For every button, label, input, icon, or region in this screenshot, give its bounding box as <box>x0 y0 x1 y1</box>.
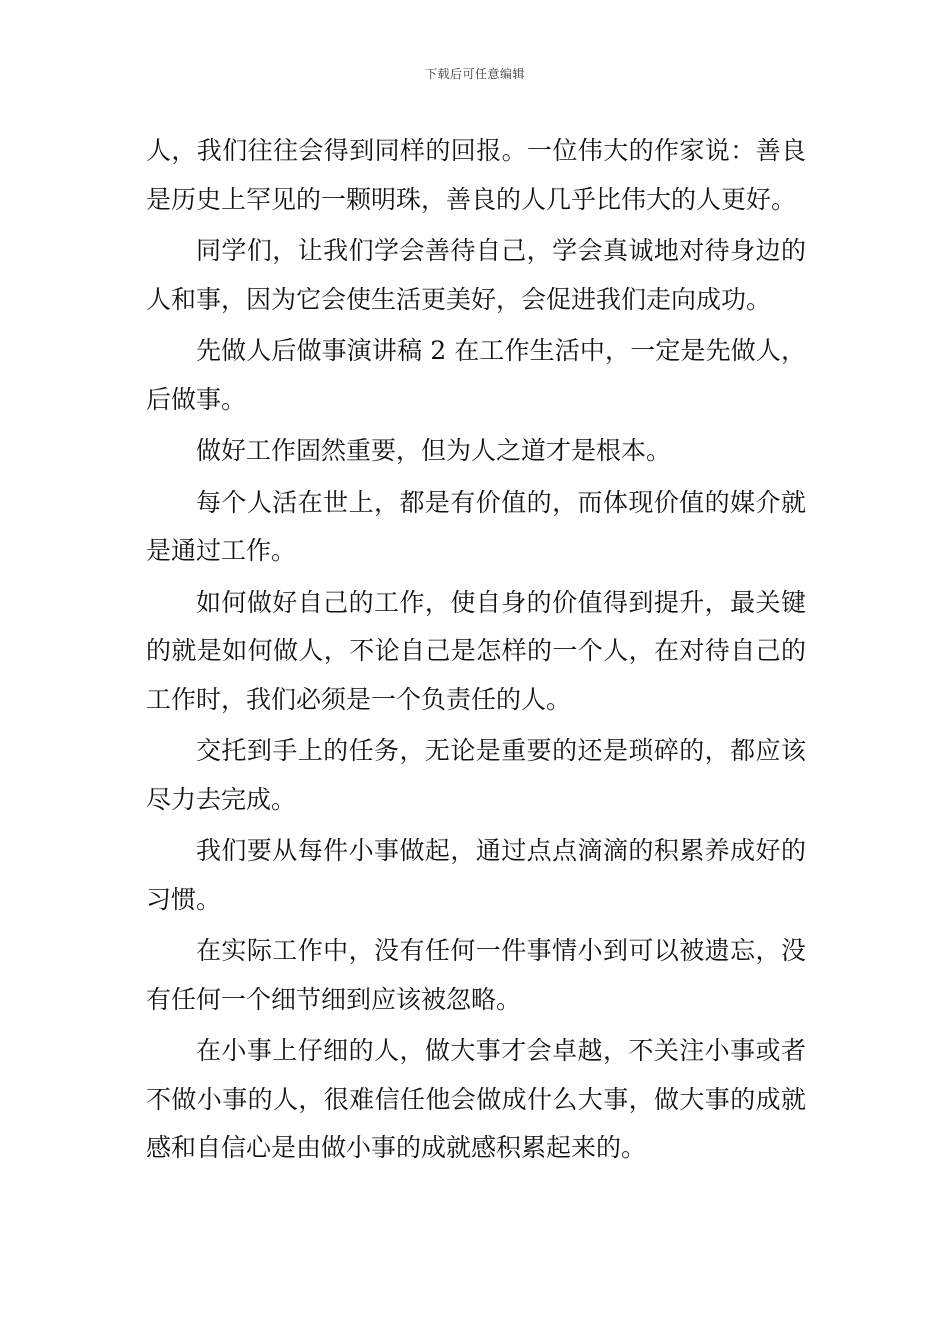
paragraph: 如何做好自己的工作，使自身的价值得到提升，最关键的就是如何做人，不论自己是怎样的一个人，在对待自己的工作时，我们必须是一个负责任的人。 <box>146 587 806 714</box>
paragraph: 我们要从每件小事做起，通过点点滴滴的积累养成好的习惯。 <box>146 836 806 914</box>
paragraph: 做好工作固然重要，但为人之道才是根本。 <box>196 436 672 465</box>
paragraph: 先做人后做事演讲稿 2 在工作生活中，一定是先做人，后做事。 <box>146 336 806 414</box>
paragraph: 每个人活在世上，都是有价值的，而体现价值的媒介就是通过工作。 <box>146 487 806 565</box>
paragraph: 同学们，让我们学会善待自己，学会真诚地对待身边的人和事，因为它会使生活更美好，会促进我们走向成功。 <box>146 236 806 314</box>
paragraph: 交托到手上的任务，无论是重要的还是琐碎的，都应该尽力去完成。 <box>146 736 806 814</box>
paragraph: 人，我们往往会得到同样的回报。一位伟大的作家说：善良是历史上罕见的一颗明珠，善良的人几乎比伟大的人更好。 <box>146 136 806 214</box>
document-body <box>146 127 806 1176</box>
paragraph: 在小事上仔细的人，做大事才会卓越，不关注小事或者不做小事的人，很难信任他会做成什么大事，做大事的成就感和自信心是由做小事的成就感积累起来的。 <box>146 1036 806 1162</box>
paragraph: 在实际工作中，没有任何一件事情小到可以被遗忘，没有任何一个细节细到应该被忽略。 <box>146 936 806 1014</box>
page-header-note: 下载后可任意编辑 <box>424 67 525 81</box>
